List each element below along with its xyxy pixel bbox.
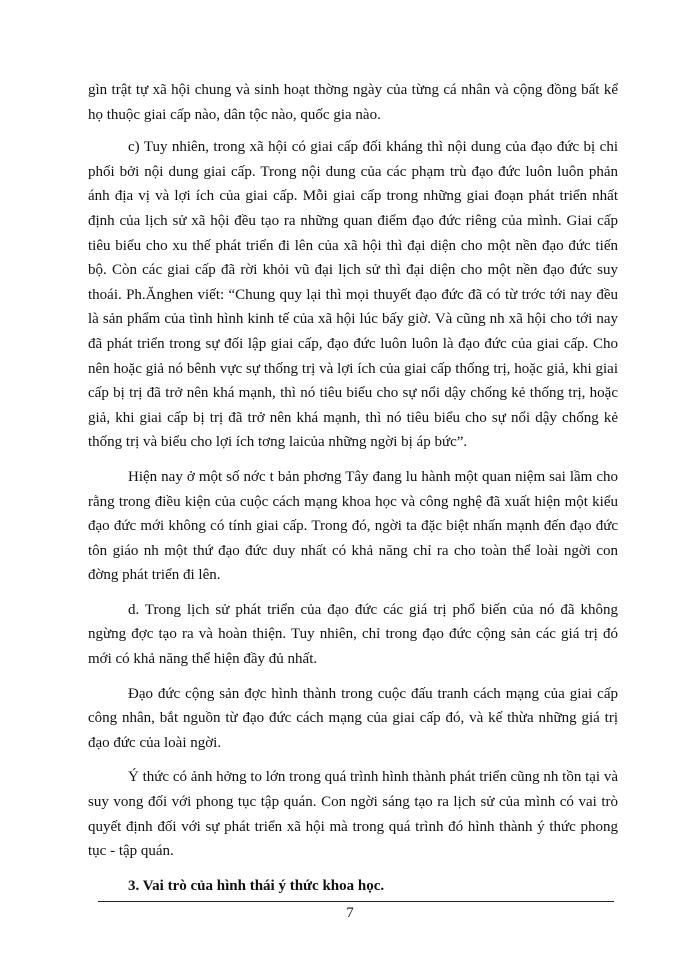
paragraph-communist-morality: Đạo đức cộng sản đợc hình thành trong cuộc đấu tranh cách mạng của giai cấp công nhân, bắt nguồn từ đạo đức cách mạng của giai cấp đó, và kế thừa những giá trị đạo đức của loài ngời. <box>88 685 618 751</box>
paragraph-c-class-morality: c) Tuy nhiên, trong xã hội có giai cấp đối kháng thì nội dung của đạo đức bị chi phối bởi nội dung giai cấp. Trong nội dung của các phạm trù đạo đức luôn luôn phản ánh địa vị và lợi ích của giai cấp. Mỗi giai cấp trong những giai đoạn phát triển nhất định của lịch sử xã hội đều tạo ra những quan điểm đạo đức riêng của mình. Giai cấp tiêu biểu cho xu thế phát triển đi lên của xã hội thì đại diện cho một nền đạo đức tiến bộ. Còn các giai cấp đã rời khỏi vũ đại lịch sử thì đại diện cho một nền đạo đức suy thoái. Ph.Ănghen viết: “Chung quy lại thì mọi thuyết đạo đức đã có từ trớc tới nay đều là sản phẩm của tình hình kinh tế của xã hội lúc bấy giờ. Và cũng nh xã hội cho tới nay đã phát triển trong sự đối lập giai cấp, đạo đức luôn luôn là đạo đức của giai cấp. Cho nên hoặc giả nó bênh vực sự thống trị và lợi ích của giai cấp thống trị, hoặc giả, khi giai cấp bị trị đã trở nên khá mạnh, thì nó tiêu biểu cho sự nổi dậy chống kẻ thống trị, hoặc giả, khi giai cấp bị trị đã trở nên khá mạnh, thì nó tiêu biểu cho sự nổi dậy chống kẻ thống trị và biểu cho lợi ích tơng laicủa những ngời bị áp bức”. <box>88 139 618 451</box>
page-number: 7 <box>346 905 354 921</box>
paragraph-continuation: gìn trật tự xã hội chung và sinh hoạt thờng ngày của từng cá nhân và cộng đồng bất kể họ thuộc giai cấp nào, dân tộc nào, quốc gia nào. <box>88 82 618 123</box>
section-heading: 3. Vai trò của hình thái ý thức khoa học. <box>128 877 385 894</box>
paragraph-western-misconception: Hiện nay ở một số nớc t bản phơng Tây đang lu hành một quan niệm sai lầm cho rằng trong điều kiện của cuộc cách mạng khoa học và công nghệ đã xuất hiện một kiểu đạo đức mới không có tính giai cấp. Trong đó, ngời ta đặc biệt nhấn mạnh đến đạo đức tôn giáo nh một thứ đạo đức duy nhất có khả năng chỉ ra cho toàn thể loài ngời con đờng phát triển đi lên. <box>88 468 618 584</box>
footer-divider <box>98 901 614 902</box>
paragraph-customs-consciousness: Ý thức có ảnh hởng to lớn trong quá trình hình thành phát triển cũng nh tồn tại và suy vong đối với phong tục tập quán. Con ngời sáng tạo ra lịch sử của mình có vai trò quyết định đối với sự phát triển xã hội mà trong quá trình đó hình thành ý thức phong tục - tập quán. <box>88 769 618 860</box>
paragraph-d-universal-values: d. Trong lịch sử phát triển của đạo đức các giá trị phổ biến của nó đã không ngừng đợc tạo ra và hoàn thiện. Tuy nhiên, chỉ trong đạo đức cộng sản các giá trị đó mới có khả năng thể hiện đầy đủ nhất. <box>88 601 618 668</box>
body-text <box>88 78 618 908</box>
